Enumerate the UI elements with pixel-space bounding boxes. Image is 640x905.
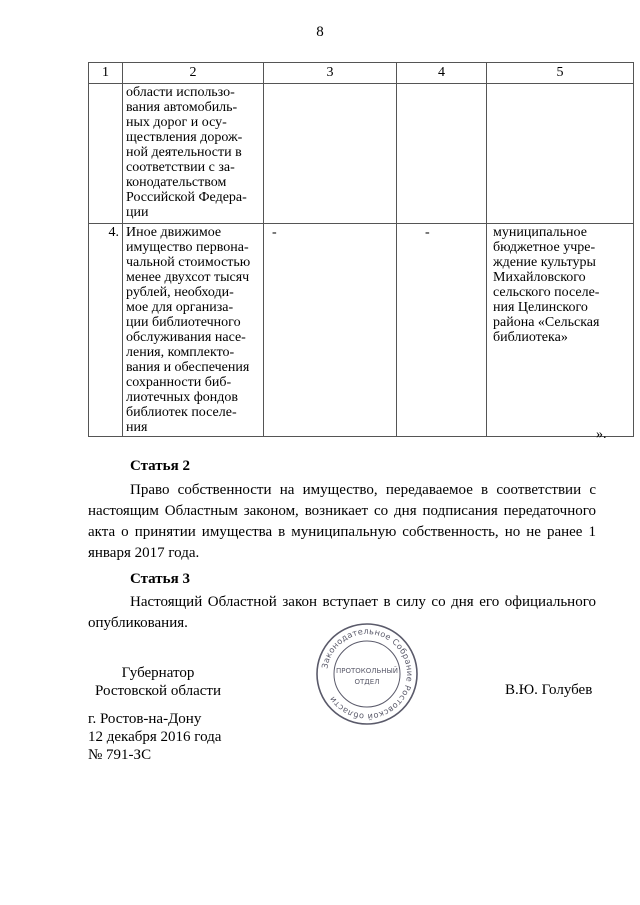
seal-outer-text: Законодательное Собрание Ростовской области [319,625,416,723]
col4-cell: - [397,224,487,437]
table-row [89,84,634,224]
recipient-cell [487,84,634,224]
recipient-cell: муниципальное бюджетное учре- ждение культуры Михайловского сельского поселе- ния Целинского района «Сельская библиотека» [487,224,634,437]
law-number: № 791-ЗС [88,747,152,763]
closing-quote: ». [596,427,607,442]
header-cell-4: 4 [397,63,487,84]
signer-title-line1: Губернатор [121,665,195,681]
seal-inner-line2: ОТДЕЛ [354,678,380,686]
col3-cell: - [264,224,397,437]
property-table [88,62,634,437]
table-header-row [89,63,634,84]
place-date-block [88,710,221,764]
law-date: 12 декабря 2016 года [88,729,222,745]
col4-cell [397,84,487,224]
page-number: 8 [316,24,324,40]
property-name-cell: Иное движимое имущество первона- чальной стоимостью менее двухсот тысяч рублей, необходи- мое для организа- ции библиотечного обслуживания насе- ления, комплекто- вания и обеспечения сохранности биб- лиотечных фондов библиотек поселе- ния [123,224,264,437]
property-name-cell: области использо- вания автомобиль- ных дорог и осу- ществления дорож- ной деятельности в соответствии с за- конодательством Российской Федера- ции [123,84,264,224]
header-cell-3: 3 [264,63,397,84]
col3-cell [264,84,397,224]
header-cell-1: 1 [89,63,123,84]
article-2-text: Право собственности на имущество, передаваемое в соответствии с настоящим Областным законом, возникает со дня подписания передаточного акта о принятии имущества в муниципальную собственность, но не ранее 1 января 2017 года. [88,482,596,561]
article-3-text: Настоящий Областной закон вступает в силу со дня его официального опубликования. [88,594,596,631]
signer-title-line2: Ростовской области [95,683,221,699]
signer-name: В.Ю. Голубев [505,682,593,698]
header-cell-2: 2 [123,63,264,84]
row-number-cell [89,84,123,224]
article-3-heading: Статья 3 [130,571,190,587]
header-cell-5: 5 [487,63,634,84]
row-number-cell: 4. [89,224,123,437]
table-row [89,224,634,437]
article-2-heading: Статья 2 [130,458,190,474]
seal-inner-line1: ПРОТОКОЛЬНЫЙ [335,667,399,675]
signer-title [88,664,228,700]
city: г. Ростов-на-Дону [88,711,202,727]
official-seal [315,622,419,726]
